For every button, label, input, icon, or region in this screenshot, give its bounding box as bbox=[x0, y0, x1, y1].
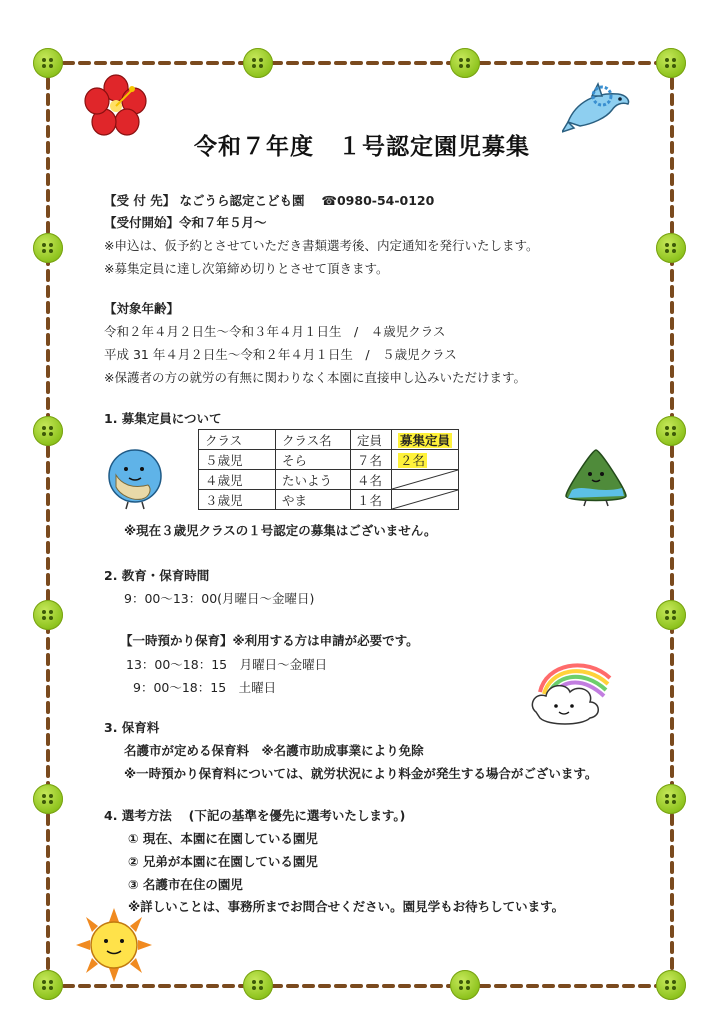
recruit-capacity-value: ２名 bbox=[400, 452, 426, 468]
reception-start: 【受付開始】令和７年５月～ bbox=[104, 215, 267, 230]
table-cell bbox=[392, 450, 459, 470]
section4-heading: 4. 選考方法 (下記の基準を優先に選考いたします。) bbox=[104, 808, 406, 823]
button-icon bbox=[656, 233, 686, 263]
table-cell: ４名 bbox=[351, 470, 392, 490]
corner-button-icon bbox=[33, 48, 63, 78]
fee-line: 名護市が定める保育料 ※名護市助成事業により免除 bbox=[124, 743, 424, 758]
reception-info: 【受 付 先】 なごうら認定こども園 ☎0980-54-0120 bbox=[104, 193, 435, 208]
table-cell: ３歳児 bbox=[199, 490, 276, 510]
button-icon bbox=[243, 48, 273, 78]
capacity-note: ※募集定員に達し次第締め切りとさせて頂きます。 bbox=[104, 261, 389, 276]
education-hours: 9：00～13：00(月曜日～金曜日) bbox=[124, 591, 315, 606]
temp-care-weekday: 13：00～18：15 月曜日～金曜日 bbox=[126, 657, 328, 672]
table-cell: ５歳児 bbox=[199, 450, 276, 470]
button-icon bbox=[450, 970, 480, 1000]
application-note: ※申込は、仮予約とさせていただき書類選考後、内定通知を発行いたします。 bbox=[104, 238, 539, 253]
table-cell: たいよう bbox=[276, 470, 351, 490]
earth-character-icon bbox=[104, 445, 166, 511]
eligibility-note: ※保護者の方の就労の有無に関わりなく本園に直接申し込みいただけます。 bbox=[104, 370, 526, 385]
table-cell: ７名 bbox=[351, 450, 392, 470]
eligibility-age4: 令和２年４月２日生～令和３年４月１日生 / ４歳児クラス bbox=[104, 324, 446, 339]
section1-heading: 1. 募集定員について bbox=[104, 411, 222, 426]
sun-character-icon bbox=[74, 906, 154, 984]
capacity-table bbox=[198, 429, 459, 510]
section2-heading: 2. 教育・保育時間 bbox=[104, 568, 210, 583]
rainbow-cloud-icon bbox=[526, 656, 616, 732]
temp-fee-note: ※一時預かり保育料については、就労状況により料金が発生する場合がございます。 bbox=[124, 766, 598, 781]
eligibility-age5: 平成 31 年４月２日生～令和２年４月１日生 / ５歳児クラス bbox=[104, 347, 457, 362]
corner-button-icon bbox=[33, 970, 63, 1000]
table-cell: ４歳児 bbox=[199, 470, 276, 490]
table-header: クラス名 bbox=[276, 430, 351, 450]
button-icon bbox=[33, 233, 63, 263]
table-cell: やま bbox=[276, 490, 351, 510]
table-cell: そら bbox=[276, 450, 351, 470]
button-icon bbox=[243, 970, 273, 1000]
eligibility-heading: 【対象年齢】 bbox=[104, 301, 180, 316]
criteria-item: ② 兄弟が本園に在園している園児 bbox=[128, 854, 318, 869]
temp-care-saturday: 9：00～18：15 土曜日 bbox=[133, 680, 277, 695]
button-icon bbox=[656, 600, 686, 630]
mountain-character-icon bbox=[562, 446, 630, 508]
table-header-row bbox=[199, 430, 459, 450]
corner-button-icon bbox=[656, 48, 686, 78]
recruit-capacity-header: 募集定員 bbox=[400, 432, 451, 448]
table-header bbox=[392, 430, 459, 450]
button-icon bbox=[656, 784, 686, 814]
page-title: 令和７年度 １号認定園児募集 bbox=[194, 134, 530, 160]
table-row bbox=[199, 450, 459, 470]
button-icon bbox=[33, 600, 63, 630]
corner-button-icon bbox=[656, 970, 686, 1000]
table-cell: １名 bbox=[351, 490, 392, 510]
contact-note: ※詳しいことは、事務所までお問合せください。園見学もお待ちしています。 bbox=[128, 899, 565, 914]
button-icon bbox=[450, 48, 480, 78]
empty-slash-cell bbox=[392, 470, 459, 490]
temp-care-heading: 【一時預かり保育】※利用する方は申請が必要です。 bbox=[120, 633, 419, 648]
button-icon bbox=[33, 784, 63, 814]
table-row bbox=[199, 470, 459, 490]
section3-heading: 3. 保育料 bbox=[104, 720, 160, 735]
table-header: クラス bbox=[199, 430, 276, 450]
empty-slash-cell bbox=[392, 490, 459, 510]
criteria-item: ③ 名護市在住の園児 bbox=[128, 877, 243, 892]
criteria-item: ① 現在、本園に在園している園児 bbox=[128, 831, 318, 846]
section1-note: ※現在３歳児クラスの１号認定の募集はございません。 bbox=[124, 523, 437, 538]
button-icon bbox=[33, 416, 63, 446]
table-header: 定員 bbox=[351, 430, 392, 450]
button-icon bbox=[656, 416, 686, 446]
table-row bbox=[199, 490, 459, 510]
